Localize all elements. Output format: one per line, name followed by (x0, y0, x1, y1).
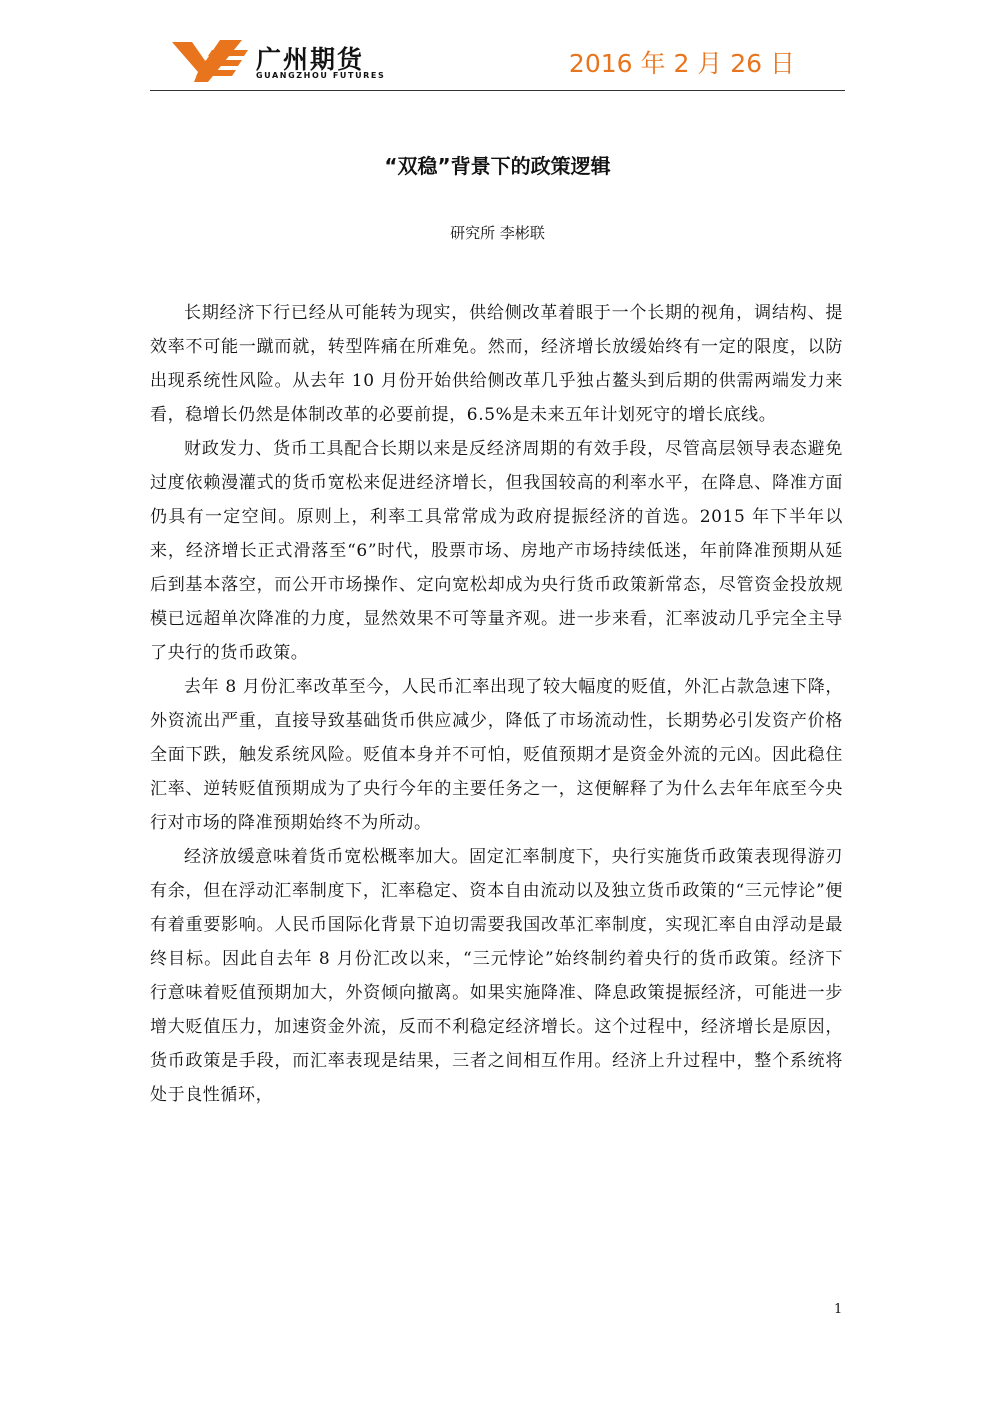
report-date: 2016 年 2 月 26 日 (568, 49, 795, 78)
paragraph: 去年 8 月份汇率改革至今，人民币汇率出现了较大幅度的贬值，外汇占款急速下降，外资流出严重，直接导致基础货币供应减少，降低了市场流动性，长期势必引发资产价格全面下跌，触发系统风险。贬值本身并不可怕，贬值预期才是资金外流的元凶。因此稳住汇率、逆转贬值预期成为了央行今年的主要任务之一，这便解释了为什么去年年底至今央行对市场的降准预期始终不为所动。 (150, 677, 843, 833)
guangzhou-futures-logo (172, 36, 412, 86)
header-divider (150, 90, 845, 91)
article-body (150, 296, 843, 1112)
page-header (150, 30, 845, 92)
logo-english-name: GUANGZHOU FUTURES (256, 71, 386, 80)
page-number: 1 (834, 1302, 843, 1317)
article-title: “双稳”背景下的政策逻辑 (384, 154, 611, 178)
logo-mark-icon (172, 36, 252, 86)
paragraph: 经济放缓意味着货币宽松概率加大。固定汇率制度下，央行实施货币政策表现得游刃有余，但在浮动汇率制度下，汇率稳定、资本自由流动以及独立货币政策的“三元悖论”便有着重要影响。人民币国际化背景下迫切需要我国改革汇率制度，实现汇率自由浮动是最终目标。因此自去年 8 月份汇改以来，“三元悖论”始终制约着央行的货币政策。经济下行意味着贬值预期加大，外资倾向撤离。如果实施降准、降息政策提振经济，可能进一步增大贬值压力，加速资金外流，反而不利稳定经济增长。这个过程中，经济增长是原因，货币政策是手段，而汇率表现是结果，三者之间相互作用。经济上升过程中，整个系统将处于良性循环， (150, 847, 843, 1105)
article-author: 研究所 李彬联 (450, 224, 545, 242)
logo-chinese-name: 广州期货 (256, 45, 365, 74)
paragraph: 长期经济下行已经从可能转为现实，供给侧改革着眼于一个长期的视角，调结构、提效率不可能一蹴而就，转型阵痛在所难免。然而，经济增长放缓始终有一定的限度，以防出现系统性风险。从去年 10 月份开始供给侧改革几乎独占鳌头到后期的供需两端发力来看，稳增长仍然是体制改革的必要前提，6.5%是未来五年计划死守的增长底线。 (150, 303, 843, 425)
paragraph: 财政发力、货币工具配合长期以来是反经济周期的有效手段，尽管高层领导表态避免过度依赖漫灌式的货币宽松来促进经济增长，但我国较高的利率水平，在降息、降准方面仍具有一定空间。原则上，利率工具常常成为政府提振经济的首选。2015 年下半年以来，经济增长正式滑落至“6”时代，股票市场、房地产市场持续低迷，年前降准预期从延后到基本落空，而公开市场操作、定向宽松却成为央行货币政策新常态，尽管资金投放规模已远超单次降准的力度，显然效果不可等量齐观。进一步来看，汇率波动几乎完全主导了央行的货币政策。 (150, 439, 843, 663)
